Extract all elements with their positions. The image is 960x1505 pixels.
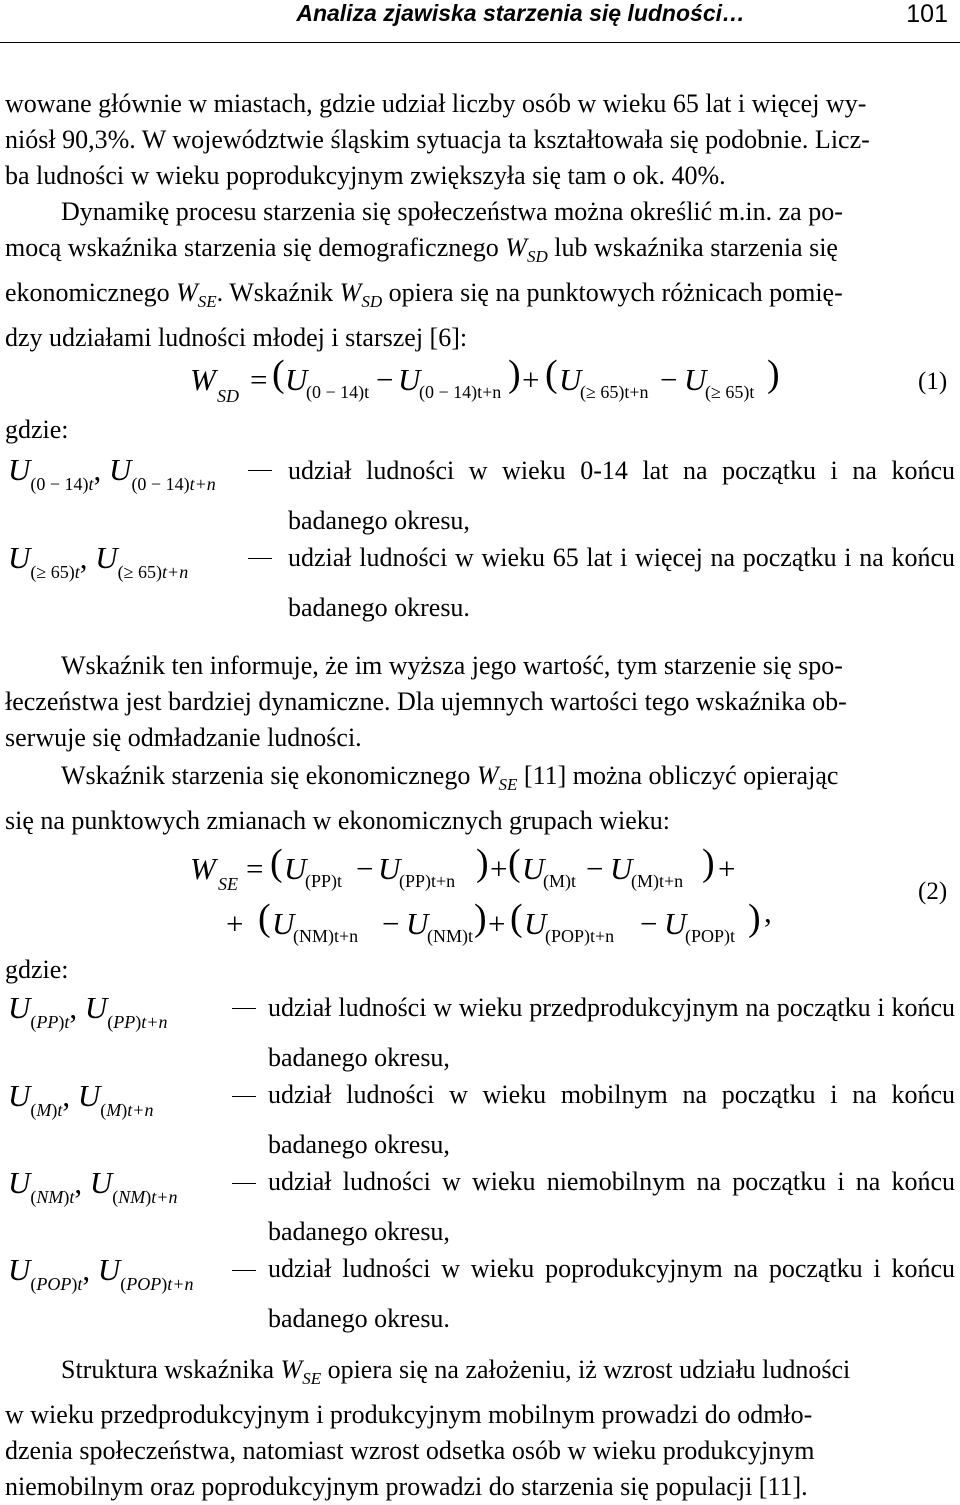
text-line: łeczeństwa jest bardziej dynamiczne. Dla ujemnych wartości tego wskaźnika ob- xyxy=(5,687,847,716)
paragraph-interpretation xyxy=(5,648,955,756)
where-label: gdzie: xyxy=(5,415,69,444)
definition-term: U(PP)t, U(PP)t+n xyxy=(8,990,168,1032)
equation-number: (1) xyxy=(918,368,948,395)
text-line: serwuje się odmładzanie ludności. xyxy=(5,723,362,752)
definition-text: udział ludności w wieku przedprodukcyjnym na początku i końcu badanego okresu, xyxy=(268,993,955,1072)
definition-text: udział ludności w wieku niemobilnym na początku i na końcu badanego okresu, xyxy=(268,1167,955,1246)
definition-term: U(0 − 14)t, U(0 − 14)t+n xyxy=(8,452,216,494)
paragraph-structure xyxy=(5,1352,955,1505)
text-line: mocą wskaźnika starzenia się demograficznego $W_{SD}$ lub wskaźnika starzenia się xyxy=(5,233,838,267)
dash xyxy=(232,1183,256,1184)
text-line: dzy udziałami ludności młodej i starszej [6]: xyxy=(5,323,468,353)
page-header xyxy=(0,0,960,44)
text-line: dzenia społeczeństwa, natomiast wzrost odsetka osób w wieku produkcyjnym xyxy=(5,1436,815,1466)
definition-term: U(POP)t, U(POP)t+n xyxy=(8,1252,194,1294)
text-line: ba ludności w wieku poprodukcyjnym zwiększyła się tam o ok. 40%. xyxy=(5,161,726,190)
page-number: 101 xyxy=(906,0,948,28)
definition-text: udział ludności w wieku mobilnym na początku i na końcu badanego okresu, xyxy=(268,1080,955,1159)
equation-number: (2) xyxy=(918,878,948,905)
paragraph-dynamics xyxy=(5,194,955,356)
text-line: Wskaźnik ten informuje, że im wyższa jego wartość, tym starzenie się spo- xyxy=(61,651,843,680)
dash xyxy=(232,1270,256,1271)
text-line: Struktura wskaźnika $W_{SE}$ opiera się na założeniu, iż wzrost udziału ludności xyxy=(61,1355,851,1389)
text-line: Dynamikę procesu starzenia się społeczeństwa można określić m.in. za po- xyxy=(61,197,843,226)
paragraph-continuation xyxy=(5,86,955,194)
definition-text: udział ludności w wieku 65 lat i więcej na początku i na końcu badanego okresu. xyxy=(288,543,955,622)
definition-text: udział ludności w wieku 0-14 lat na początku i na końcu badanego okresu, xyxy=(288,456,955,535)
header-rule xyxy=(0,42,960,43)
definition-term: U(≥ 65)t, U(≥ 65)t+n xyxy=(8,540,189,582)
paragraph-economic-index xyxy=(5,758,955,839)
text-line: wowane głównie w miastach, gdzie udział liczby osób w wieku 65 lat i więcej wy- xyxy=(5,89,867,118)
dash xyxy=(232,1008,256,1009)
running-title: Analiza zjawiska starzenia się ludności… xyxy=(296,0,745,26)
definition-term: U(NM)t, U(NM)t+n xyxy=(8,1165,178,1207)
symbol-w-se: $W_{SE}$ xyxy=(476,761,518,795)
definition-term: U(M)t, U(M)t+n xyxy=(8,1078,154,1120)
symbol-w-sd: $W_{SD}$ xyxy=(505,233,548,267)
symbol-w-sd: $W_{SD}$ xyxy=(339,278,383,312)
text-line: w wieku przedprodukcyjnym i produkcyjnym mobilnym prowadzi do odmło- xyxy=(5,1400,813,1430)
symbol-w-se: $W_{SE}$ xyxy=(176,278,217,312)
text-line: niósł 90,3%. W województwie śląskim sytuacja ta kształtowała się podobnie. Licz- xyxy=(5,125,870,154)
symbol-w-se: $W_{SE}$ xyxy=(280,1355,322,1389)
dash xyxy=(248,470,272,471)
text-line: niemobilnym oraz poprodukcyjnym prowadzi do starzenia się populacji [11]. xyxy=(5,1472,808,1502)
dash xyxy=(248,558,272,559)
where-label: gdzie: xyxy=(5,955,69,984)
text-line: się na punktowych zmianach w ekonomicznych grupach wieku: xyxy=(5,806,670,836)
text-line: ekonomicznego $W_{SE}$. Wskaźnik $W_{SD}$ opiera się na punktowych różnicach pomię- xyxy=(5,278,843,312)
definition-text: udział ludności w wieku poprodukcyjnym na początku i końcu badanego okresu. xyxy=(268,1254,955,1333)
dash xyxy=(232,1096,256,1097)
text-line: Wskaźnik starzenia się ekonomicznego $W_{SE}$ [11] można obliczyć opierając xyxy=(61,761,839,795)
